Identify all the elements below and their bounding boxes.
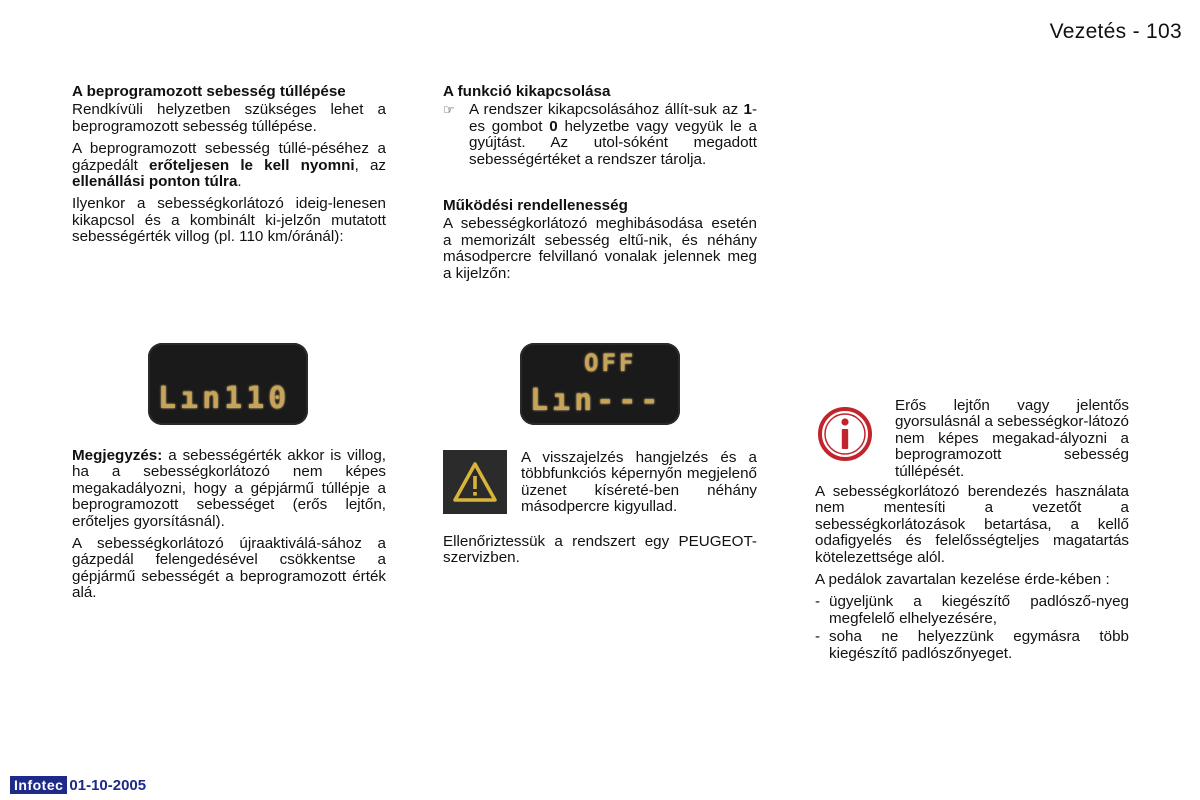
info-circle-icon bbox=[815, 404, 875, 464]
pedal-advice-list bbox=[815, 594, 1129, 662]
warning-notice bbox=[443, 450, 757, 516]
section-heading-malfunction: Működési rendellenesség bbox=[443, 197, 628, 215]
footer-date: 01-10-2005 bbox=[69, 776, 147, 794]
list-dash: - bbox=[815, 628, 821, 646]
list-item-text: soha ne helyezzünk egymásra több kiegészítő padlószőnyeget. bbox=[829, 628, 1129, 662]
paragraph: A sebességkorlátozó berendezés használata nem mentesíti a vezetőt a sebességkorlátozások betartása, a kellő odafigyelés és felelősségteljes magatartás kötelezettsége alól. bbox=[815, 483, 1129, 566]
column-middle bbox=[443, 84, 757, 288]
page-number: 103 bbox=[1146, 20, 1182, 43]
text-run: . bbox=[237, 173, 242, 191]
display-off-label: OFF bbox=[584, 349, 637, 377]
note-label: Megjegyzés: bbox=[72, 447, 163, 464]
header-separator: - bbox=[1132, 20, 1140, 43]
list-item-text: ügyeljünk a kiegészítő padlósző-nyeg megfelelő elhelyezésére, bbox=[829, 593, 1129, 627]
warning-text: A visszajelzés hangjelzés és a többfunkciós képernyőn megjelenő üzenet kíséreté-ben néhány másodpercre kigyullad. bbox=[521, 449, 757, 516]
text-run: A beprogramozott sebesség túllé-péséhez a gázpedált bbox=[72, 140, 386, 174]
paragraph: A pedálok zavartalan kezelése érde-kében : bbox=[815, 571, 1110, 589]
list-dash: - bbox=[815, 593, 821, 611]
info-text: Erős lejtőn vagy jelentős gyorsulásnál a sebességkor-látozó nem képes megakad-ályozni a beprogramozott sebesség túllépését. bbox=[895, 397, 1129, 480]
display-readout: Lın--- bbox=[530, 383, 663, 418]
tip-item bbox=[443, 102, 757, 168]
page-header bbox=[1050, 20, 1182, 44]
text-run: helyzetbe vagy vegyük le a gyújtást. Az utol-sóként megadott sebességértéket a rendszer tárolja. bbox=[469, 117, 757, 168]
infotec-logo: Infotec bbox=[10, 776, 67, 794]
column-middle-lower bbox=[443, 534, 757, 573]
list-item bbox=[815, 629, 1129, 662]
section-title: Vezetés bbox=[1049, 20, 1127, 43]
section-heading-override: A beprogramozott sebesség túllépése bbox=[72, 83, 346, 100]
column-left bbox=[72, 84, 386, 252]
text-run: A rendszer kikapcsolásához állít-suk az bbox=[469, 101, 744, 119]
text-run: , az bbox=[354, 156, 386, 174]
paragraph: A sebességkorlátozó meghibásodása esetén a memorizált sebesség eltű-nik, és néhány másodpercre felvillanó vonalak jelennek meg a kijelzőn: bbox=[443, 215, 757, 282]
note-paragraph bbox=[72, 448, 386, 530]
warning-triangle-icon bbox=[443, 450, 507, 514]
column-right bbox=[815, 398, 1129, 664]
section-heading-deactivate: A funkció kikapcsolása bbox=[443, 83, 611, 100]
paragraph: Rendkívüli helyzetben szükséges lehet a beprogramozott sebesség túllépése. bbox=[72, 101, 386, 135]
speed-limiter-display-flashing bbox=[148, 343, 308, 425]
bold-text-run: ellenállási ponton túlra bbox=[72, 173, 238, 191]
note-text: a sebességérték akkor is villog, ha a sebességkorlátozó nem képes megakadályozni, hogy a gépjármű túllépje a beprogramozott sebességet (erős lejtőn, erőteljes gyorsításnál). bbox=[72, 447, 386, 530]
bold-text-run: 0 bbox=[549, 117, 558, 135]
bold-text-run: 1 bbox=[743, 101, 752, 119]
text-run: -es gombot bbox=[469, 101, 757, 135]
paragraph: A sebességkorlátozó újraaktiválá-sához a gázpedál felengedésével csökkentse a gépjármű sebességét a beprogramozott érték alá. bbox=[72, 535, 386, 602]
pointing-hand-icon: ☞ bbox=[443, 102, 455, 118]
paragraph-override-instructions bbox=[72, 141, 386, 190]
page-footer bbox=[10, 776, 146, 794]
list-item bbox=[815, 594, 1129, 627]
display-readout: Lın110 bbox=[158, 381, 291, 416]
speed-limiter-display-fault bbox=[520, 343, 680, 425]
paragraph: Ellenőriztessük a rendszert egy PEUGEOT-szervizben. bbox=[443, 533, 757, 567]
column-left-lower bbox=[72, 448, 386, 608]
info-notice bbox=[815, 398, 1129, 480]
tip-text bbox=[469, 102, 757, 168]
paragraph: Ilyenkor a sebességkorlátozó ideig-lenesen kikapcsol és a kombinált ki-jelzőn mutatott sebességérték villog (pl. 110 km/óránál): bbox=[72, 195, 386, 246]
bold-text-run: erőteljesen le kell nyomni bbox=[149, 156, 355, 174]
